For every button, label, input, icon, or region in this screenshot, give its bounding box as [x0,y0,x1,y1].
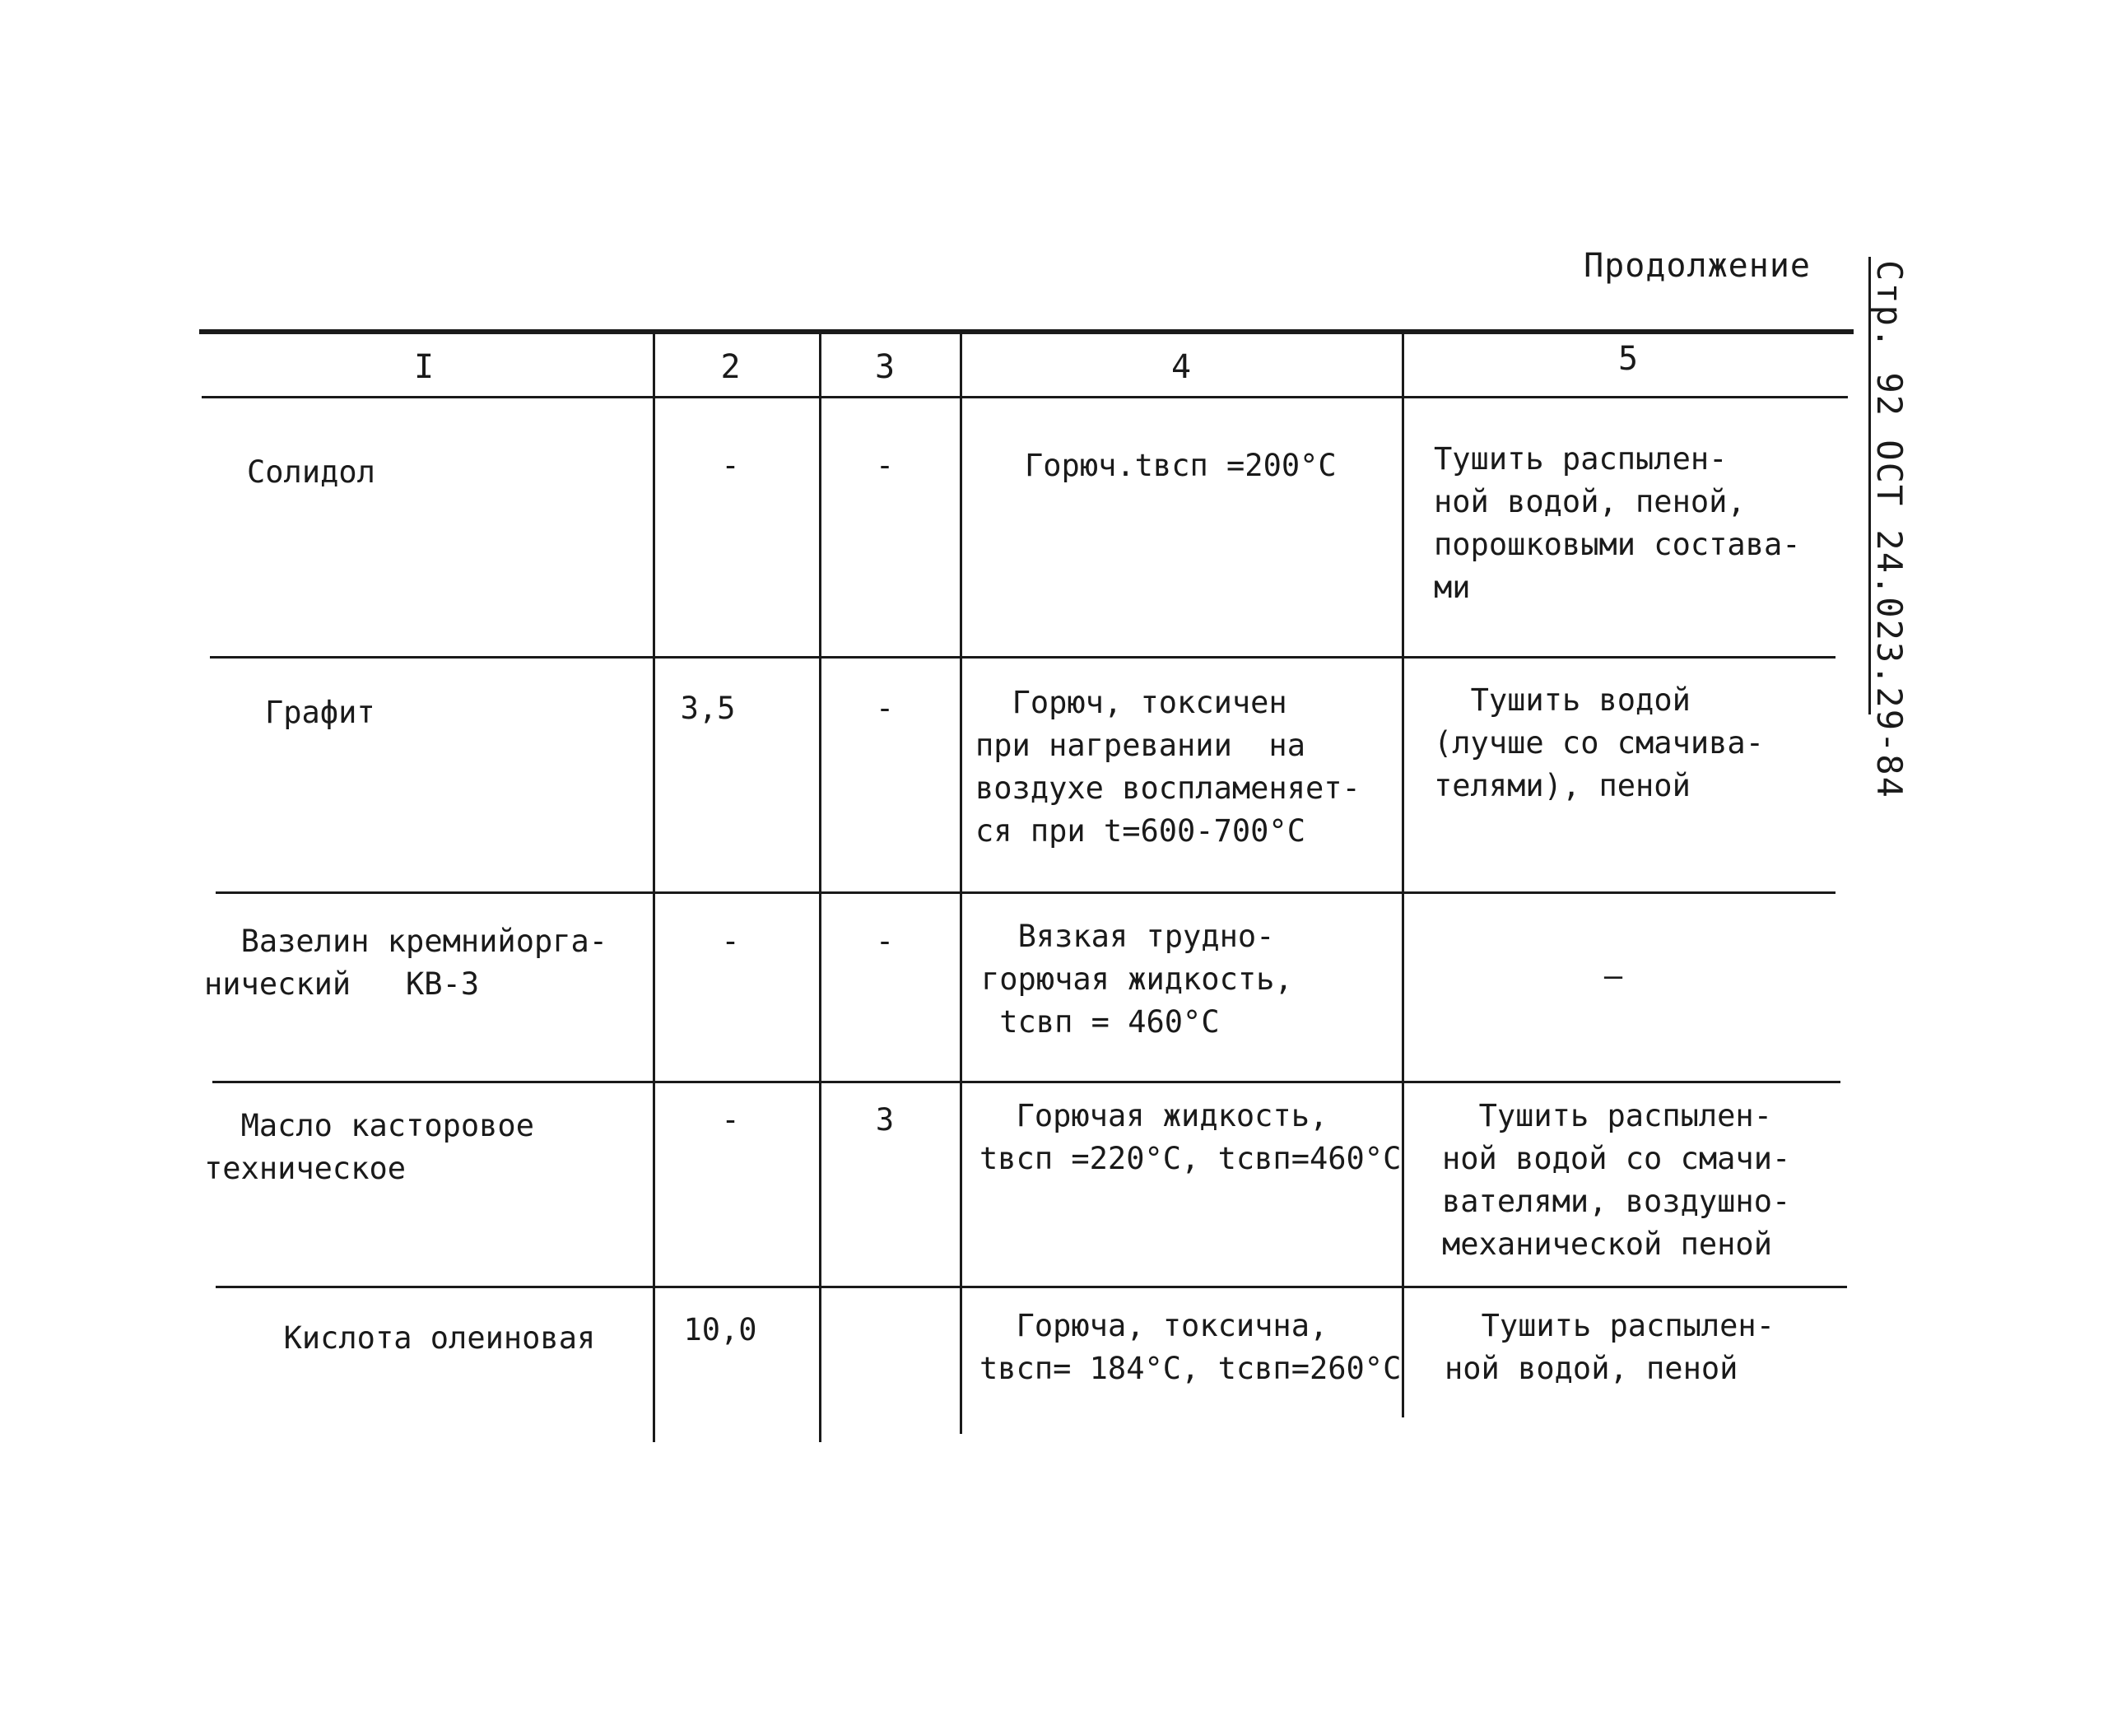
table-cell: Вазелин кремнийорга- нический КВ-3 [204,924,608,1002]
column-divider [653,331,655,1442]
table-cell: Солидол [247,454,375,490]
column-divider [1402,331,1404,1417]
column-header-1: I [413,348,435,386]
table-cell: Графит [265,695,375,730]
column-divider [960,331,962,1434]
table-cell: Горюча, токсична, tвсп= 184°C, tсвп=260°C [979,1308,1402,1386]
column-header-2: 2 [720,348,741,386]
table-top-rule [199,329,1854,334]
table-cell: Горючая жидкость, tвсп =220°C, tсвп=460°C [979,1098,1402,1176]
row-divider [216,891,1836,894]
row-divider [210,656,1836,659]
side-header [1869,260,1910,799]
table-cell: Вязкая трудно- горючая жидкость, tсвп = 460°C [981,919,1293,1040]
column-header-4: 4 [1170,348,1192,386]
column-header-5: 5 [1617,340,1639,378]
table-cell: Кислота олеиновая [247,1320,596,1356]
column-header-3: 3 [874,348,896,386]
continuation-label: Продолжение [1584,247,1811,285]
table-cell: Горюч, токсичен при нагревании на воздухе воспламеняет- ся при t=600-700°C [975,685,1361,849]
table-cell: 10,0 [683,1312,757,1347]
table-cell: 3 [875,1102,895,1138]
page-code: Стр. 92 ОСТ 24.023.29-84 [1869,260,1910,799]
table-cell: - [875,448,895,483]
table-cell: Тушить водой (лучше со смачива- телями), пеной [1434,682,1764,803]
table-cell: Тушить распылен- ной водой, пеной [1445,1308,1775,1386]
table-cell: — [1603,958,1623,994]
table-cell: 3,5 [680,691,736,726]
row-divider [212,1081,1840,1083]
table-cell: - [875,924,895,959]
table-cell: - [875,691,895,726]
table-cell: Тушить распылен- ной водой, пеной, порошковыми состава- ми [1434,441,1801,605]
table-cell: Горюч.tвсп =200°C [1025,448,1337,483]
table-cell: - [721,1102,740,1138]
row-divider [216,1286,1847,1288]
column-divider [819,331,821,1442]
table-cell: - [721,924,740,959]
header-bottom-rule [202,396,1848,398]
table-cell: Тушить распылен- ной водой со смачи- вателями, воздушно- механической пеной [1442,1098,1791,1262]
table-cell: Масло касторовое техническое [204,1108,534,1186]
table-cell: - [721,448,740,483]
